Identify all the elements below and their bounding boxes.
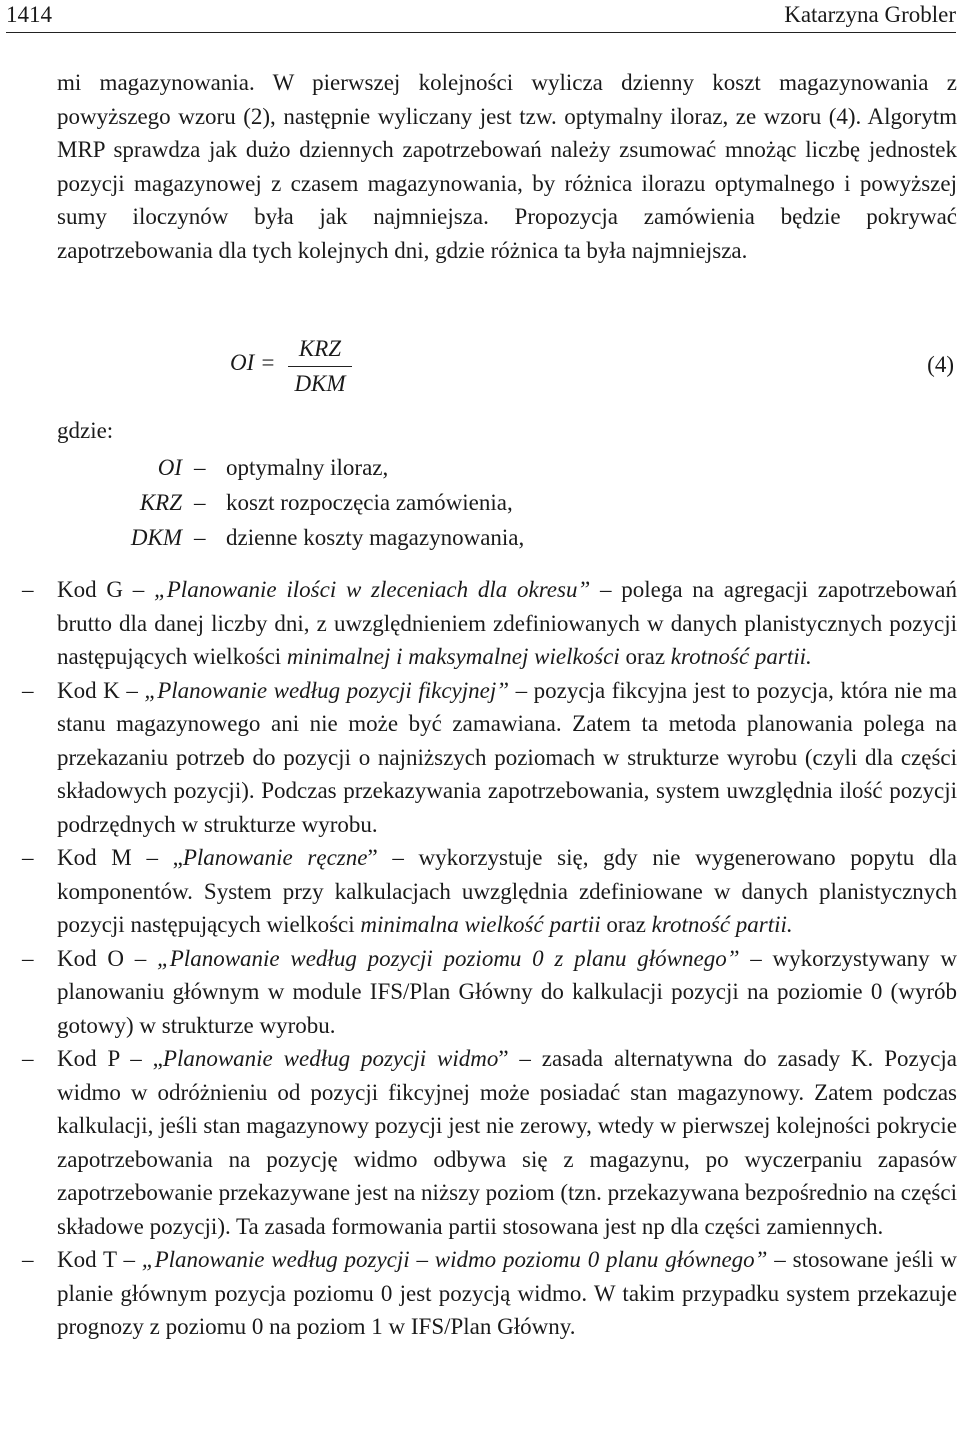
definition-symbol: OI: [157, 455, 182, 480]
equation-numerator: KRZ: [298, 336, 342, 361]
definition-text: dzienne koszty magazynowania,: [226, 525, 525, 550]
definition-dash: –: [194, 455, 206, 480]
text-run: ” – zasada alternatywna do zasady K. Pozycja widmo w odróżnieniu od pozycji fikcyjnej może posiadać stan magazynowy. Zatem podczas kalkulacji, jeśli stan magazynowy pozycji jest nie zerowy, wtedy w pierwszej kolejności pokrycie zapotrzebowania na pozycję widmo odbywa się z magazynu, po wyczerpaniu zapasów zapotrzebowanie przekazywane jest na niższy poziom (tzn. przekazywana bezpośrednio na części składowe pozycji). Ta zasada formowania partii stosowana jest np dla części zamiennych.: [57, 1046, 957, 1239]
italic-run: Planowanie ręczne: [182, 845, 368, 870]
text-run: Kod K –: [57, 677, 145, 703]
list-item: [0, 674, 960, 842]
list-item-text: [57, 1243, 957, 1344]
code-list: [0, 573, 960, 1344]
definition-text: koszt rozpoczęcia zamówienia,: [226, 490, 513, 515]
list-bullet: –: [22, 577, 34, 602]
running-author: Katarzyna Grobler: [784, 2, 956, 27]
text-run: oraz: [600, 912, 652, 937]
italic-run: krotność partii.: [670, 644, 812, 669]
italic-run: „Planowanie według pozycji poziomu 0 z planu głównego”: [156, 945, 740, 971]
list-item: [0, 573, 960, 674]
text-run: – polega na agregacji zapotrzebowań brutto dla danej liczby dni, z uwzględnieniem zdefiniowanych w danych planistycznych pozycji następujących wielkości: [57, 577, 957, 669]
text-run: Kod T –: [57, 1247, 142, 1272]
italic-run: minimalna wielkość partii: [360, 912, 601, 937]
list-item-text: [57, 841, 957, 942]
list-item-text: [57, 674, 957, 842]
page-number: 1414: [6, 2, 52, 27]
text-run: Kod M – „: [57, 845, 183, 870]
definition-symbol: KRZ: [139, 490, 182, 515]
list-bullet: –: [22, 945, 34, 971]
list-bullet: –: [22, 845, 34, 870]
text-run: oraz: [619, 644, 671, 669]
text-run: Kod G –: [57, 577, 154, 602]
equation-denominator: DKM: [294, 371, 346, 396]
equation-lhs: OI =: [230, 350, 276, 375]
text-run: – pozycja fikcyjna jest to pozycja, która nie ma stanu magazynowego ani nie może być zamawiana. Zatem ta metoda planowania polega na przekazaniu potrzeb do pozycji o najniższych poziomach w strukturze wyrobu (czyli dla części składowych pozycji). Podczas przekazywania zapotrzebowania, system uwzględnia ilość pozycji podrzędnych w strukturze wyrobu.: [57, 677, 957, 837]
equation-fraction: [288, 332, 352, 401]
equation: [230, 332, 360, 402]
list-item: [0, 841, 960, 942]
where-label: gdzie:: [57, 418, 114, 443]
definition-dash: –: [194, 490, 206, 515]
text-run: – stosowane jeśli w planie głównym pozycja poziomu 0 jest pozycją widmo. W takim przypadku system przekazuje prognozy z poziomu 0 na poziom 1 w IFS/Plan Główny.: [57, 1247, 958, 1339]
list-item-text: [57, 1042, 957, 1243]
definition-dash: –: [194, 525, 206, 550]
definition-symbol: DKM: [130, 525, 182, 550]
italic-run: Planowanie według pozycji widmo: [162, 1046, 499, 1071]
definition-text: optymalny iloraz,: [226, 455, 389, 480]
list-item: [0, 942, 960, 1043]
equation-number: (4): [927, 352, 954, 377]
list-bullet: –: [22, 1247, 34, 1272]
italic-run: minimalnej i maksymalnej wielkości: [286, 644, 620, 669]
page-header: [6, 0, 956, 33]
intro-paragraph: mi magazynowania. W pierwszej kolejności wylicza dzienny koszt magazynowania z powyższego wzoru (2), następnie wyliczany jest tzw. optymalny iloraz, ze wzoru (4). Algorytm MRP sprawdza jak dużo dziennych zapotrzebowań należy zsumować mnożąc liczbę jednostek pozycji magazynowej z czasem magazynowania, by różnica ilorazu optymalnego i powyższej sumy iloczynów była jak najmniejsza. Propozycja zamówienia będzie pokrywać zapotrzebowania dla tych kolejnych dni, gdzie różnica ta była najmniejsza.: [57, 70, 957, 263]
text-run: ” – wykorzystuje się, gdy nie wygenerowano popytu dla komponentów. System przy kalkulacjach uwzględnia zdefiniowane w danych planistycznych pozycji następujących wielkości: [57, 845, 957, 937]
list-bullet: –: [22, 1046, 34, 1071]
list-item: [0, 1042, 960, 1243]
list-item: [0, 1243, 960, 1344]
italic-run: „Planowanie według pozycji – widmo poziomu 0 planu głównego”: [141, 1247, 768, 1272]
list-item-text: [57, 942, 957, 1043]
italic-run: krotność partii.: [651, 912, 793, 937]
text-run: Kod O –: [57, 945, 157, 971]
text-run: – wykorzystywany w planowaniu głównym w module IFS/Plan Główny do kalkulacji pozycji na poziomie 0 (wyrób gotowy) w strukturze wyrobu.: [57, 945, 957, 1038]
italic-run: „Planowanie według pozycji fikcyjnej”: [144, 677, 510, 703]
list-bullet: –: [22, 677, 34, 703]
text-run: Kod P – „: [57, 1046, 163, 1071]
italic-run: „Planowanie ilości w zleceniach dla okresu”: [153, 577, 591, 602]
list-item-text: [57, 573, 957, 674]
